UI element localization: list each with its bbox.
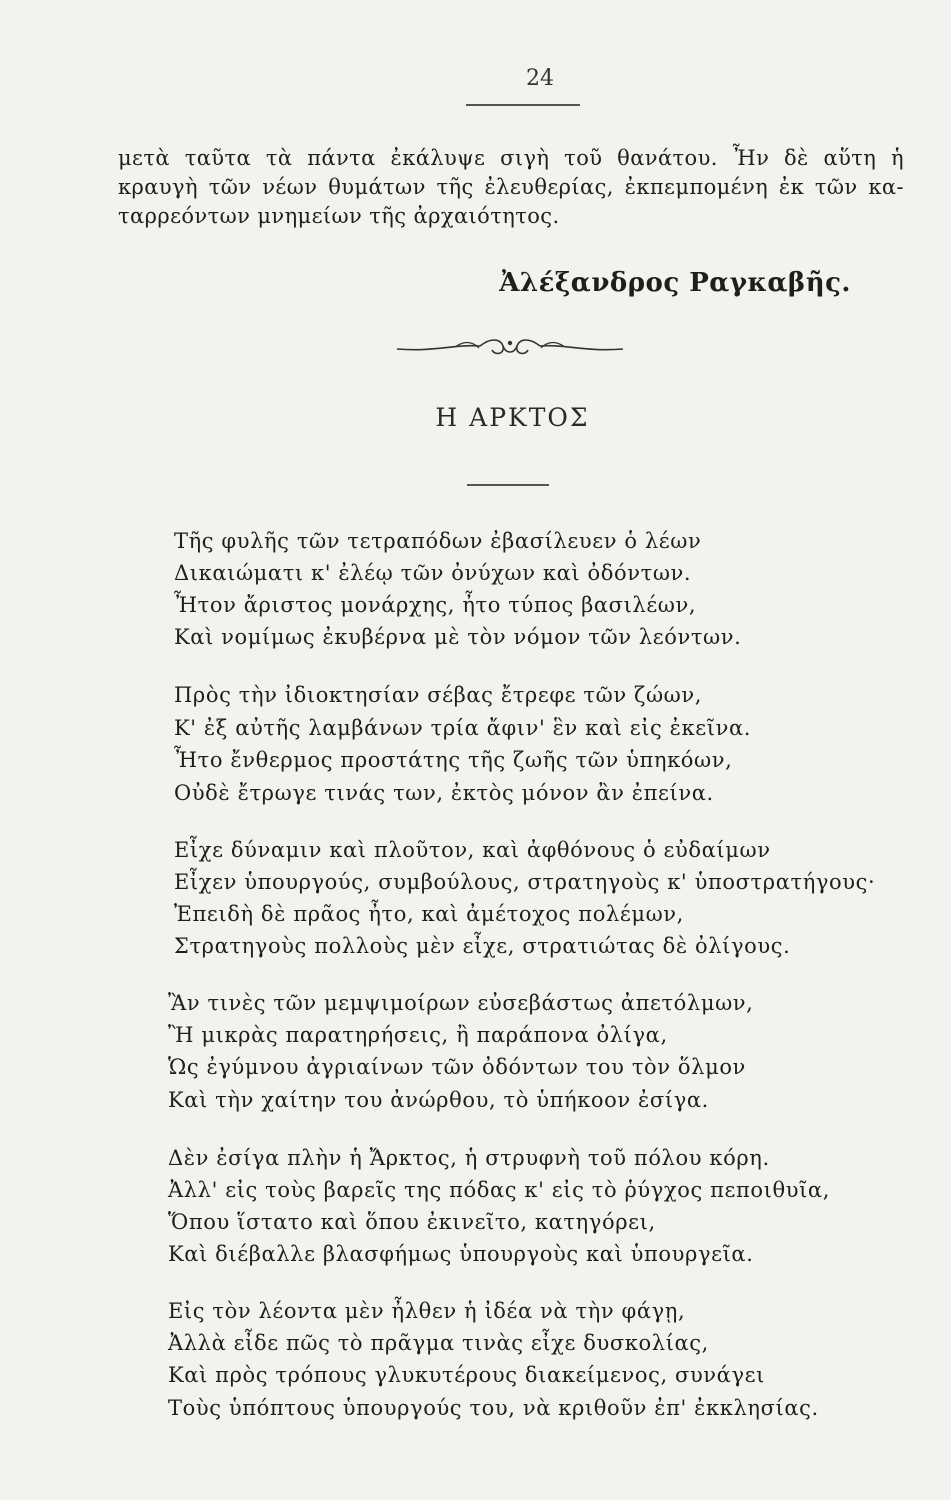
verse-line: Ἂν τινὲς τῶν μεμψιμοίρων εὐσεβάστως ἀπετόλμων, xyxy=(168,991,754,1015)
prose-line: μετὰ ταῦτα τὰ πάντα ἐκάλυψε σιγὴ τοῦ θανάτου. Ἦν δὲ αὕτη ἡ xyxy=(118,146,904,170)
verse-line: Δικαιώματι κ' ἐλέῳ τῶν ὀνύχων καὶ ὀδόντων. xyxy=(174,561,692,585)
verse-line: Τοὺς ὑπόπτους ὑπουργούς του, νὰ κριθοῦν ἐπ' ἐκκλησίας. xyxy=(168,1396,819,1420)
verse-line: Στρατηγοὺς πολλοὺς μὲν εἶχε, στρατιώτας δὲ ὀλίγους. xyxy=(174,934,791,958)
verse-line: Ἐπειδὴ δὲ πρᾶος ἦτο, καὶ ἀμέτοχος πολέμων, xyxy=(174,902,684,926)
prose-line: ταρρεόντων μνημείων τῆς ἀρχαιότητος. xyxy=(118,204,560,228)
verse-line: Εἰς τὸν λέοντα μὲν ἦλθεν ἡ ἰδέα νὰ τὴν φάγῃ, xyxy=(168,1299,686,1323)
verse-line: Τῆς φυλῆς τῶν τετραπόδων ἐβασίλευεν ὁ λέων xyxy=(174,529,702,553)
verse-line: Ἢ μικρὰς παρατηρήσεις, ἢ παράπονα ὀλίγα, xyxy=(168,1023,668,1047)
verse-line: Ἀλλὰ εἶδε πῶς τὸ πρᾶγμα τινὰς εἶχε δυσκολίας, xyxy=(168,1331,709,1355)
verse-line: Καὶ τὴν χαίτην του ἀνώρθου, τὸ ὑπήκοον ἐσίγα. xyxy=(168,1088,709,1112)
verse-line: Καὶ νομίμως ἐκυβέρνα μὲ τὸν νόμον τῶν λεόντων. xyxy=(174,625,742,649)
author-signature: Ἀλέξανδρος Ραγκαβῆς. xyxy=(499,268,851,298)
prose-line: κραυγὴ τῶν νέων θυμάτων τῆς ἐλευθερίας, ἐκπεμπομένη ἐκ τῶν κα- xyxy=(118,175,904,199)
poem-title: Η ΑΡΚΤΟΣ xyxy=(435,403,590,432)
page-number: 24 xyxy=(526,66,554,91)
verse-line: Ὅπου ἵστατο καὶ ὅπου ἐκινεῖτο, κατηγόρει, xyxy=(168,1210,656,1234)
verse-line: Καὶ πρὸς τρόπους γλυκυτέρους διακείμενος, συνάγει xyxy=(168,1363,765,1387)
verse-line: Εἶχεν ὑπουργούς, συμβούλους, στρατηγοὺς κ' ὑποστρατήγους· xyxy=(174,870,876,894)
verse-line: Κ' ἐξ αὐτῆς λαμβάνων τρία ἄφιν' ἓν καὶ εἰς ἐκεῖνα. xyxy=(174,716,752,740)
verse-line: Ὡς ἐγύμνου ἀγριαίνων τῶν ὀδόντων του τὸν ὅλμον xyxy=(168,1055,746,1079)
verse-line: Πρὸς τὴν ἰδιοκτησίαν σέβας ἔτρεφε τῶν ζώων, xyxy=(174,683,703,707)
verse-line: Καὶ διέβαλλε βλασφήμως ὑπουργοὺς καὶ ὑπουργεῖα. xyxy=(168,1242,754,1266)
verse-line: Εἶχε δύναμιν καὶ πλοῦτον, καὶ ἀφθόνους ὁ εὐδαίμων xyxy=(174,838,771,862)
verse-line: Ἦτον ἄριστος μονάρχης, ἦτο τύπος βασιλέων, xyxy=(174,593,697,617)
verse-line: Ἦτο ἔνθερμος προστάτης τῆς ζωῆς τῶν ὑπηκόων, xyxy=(174,748,733,772)
verse-line: Δὲν ἐσίγα πλὴν ἡ Ἄρκτος, ἡ στρυφνὴ τοῦ πόλου κόρη. xyxy=(168,1146,770,1170)
verse-line: Οὐδὲ ἔτρωγε τινάς των, ἐκτὸς μόνον ἂν ἐπείνα. xyxy=(174,781,714,805)
verse-line: Ἀλλ' εἰς τοὺς βαρεῖς της πόδας κ' εἰς τὸ ῥύγχος πεποιθυῖα, xyxy=(168,1178,830,1202)
